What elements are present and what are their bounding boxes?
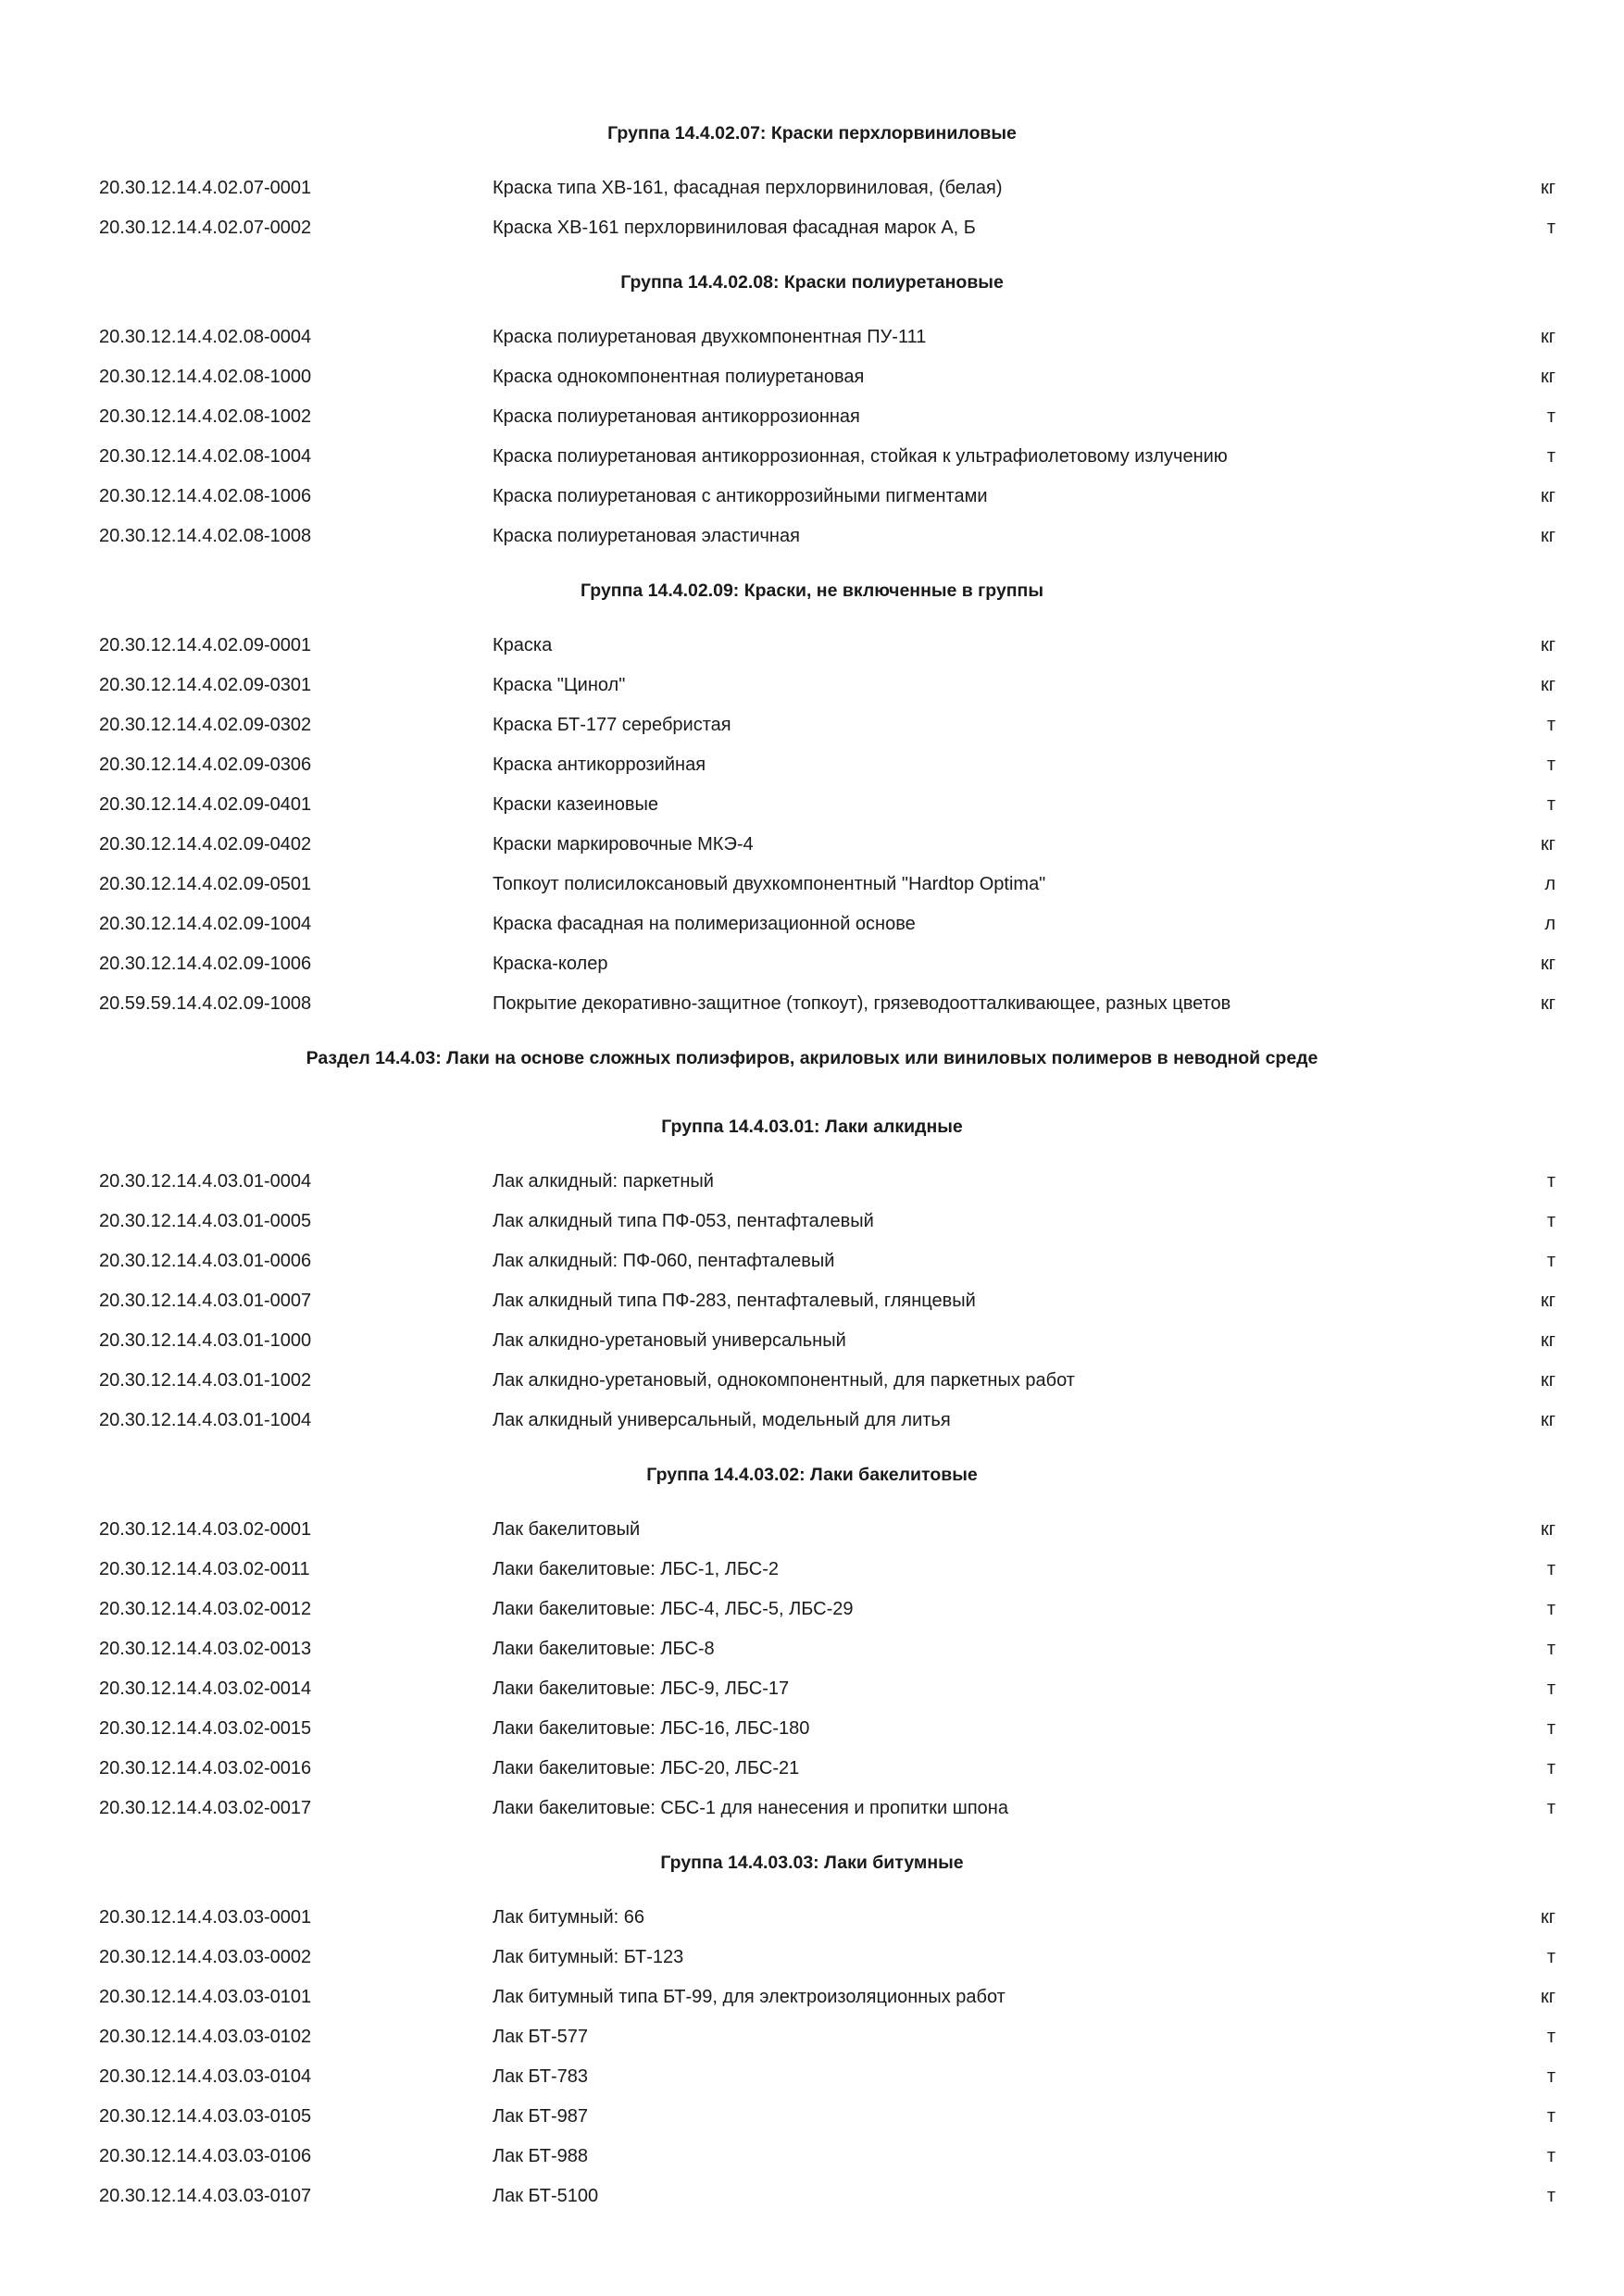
table-row [0, 1903, 1624, 1931]
item-code: 20.30.12.14.4.03.02-0017 [99, 1798, 312, 1818]
item-code: 20.30.12.14.4.02.09-0402 [99, 834, 312, 855]
item-unit: т [1546, 1211, 1555, 1231]
item-code: 20.30.12.14.4.02.09-0001 [99, 635, 312, 655]
item-unit: т [1546, 2106, 1555, 2127]
item-name: Краска ХВ-161 перхлорвиниловая фасадная марок А, Б [493, 218, 976, 238]
item-unit: т [1546, 2186, 1555, 2206]
item-code: 20.30.12.14.4.03.02-0013 [99, 1639, 312, 1659]
table-row [0, 1167, 1624, 1195]
item-name: Лаки бакелитовые: ЛБС-1, ЛБС-2 [493, 1559, 780, 1579]
item-unit: т [1546, 1251, 1555, 1271]
item-name: Лак алкидный: паркетный [493, 1171, 714, 1192]
table-row [0, 1555, 1624, 1583]
item-unit: л [1544, 914, 1555, 934]
group-heading: Группа 14.4.03.02: Лаки бакелитовые [646, 1465, 978, 1485]
item-code: 20.30.12.14.4.02.07-0001 [99, 178, 312, 198]
item-code: 20.30.12.14.4.03.03-0101 [99, 1987, 312, 2007]
item-code: 20.30.12.14.4.03.03-0001 [99, 1907, 312, 1928]
item-code: 20.30.12.14.4.03.03-0105 [99, 2106, 312, 2127]
table-row [0, 174, 1624, 202]
item-unit: т [1546, 715, 1555, 735]
item-code: 20.30.12.14.4.03.02-0014 [99, 1678, 312, 1699]
item-unit: т [1546, 1798, 1555, 1818]
item-name: Лак битумный: БТ-123 [493, 1947, 684, 1967]
table-row [0, 830, 1624, 858]
item-code: 20.30.12.14.4.02.08-1000 [99, 367, 312, 387]
item-unit: кг [1540, 1330, 1555, 1351]
item-unit: кг [1540, 1987, 1555, 2007]
item-name: Лаки бакелитовые: ЛБС-9, ЛБС-17 [493, 1678, 790, 1699]
table-row [0, 910, 1624, 938]
table-row [0, 870, 1624, 898]
item-unit: т [1546, 1718, 1555, 1739]
item-code: 20.30.12.14.4.02.08-1008 [99, 526, 312, 546]
group-heading: Группа 14.4.03.01: Лаки алкидные [661, 1117, 963, 1137]
item-name: Лак БТ-987 [493, 2106, 589, 2127]
item-name: Краска БТ-177 серебристая [493, 715, 731, 735]
table-row [0, 1675, 1624, 1703]
item-name: Краска антикоррозийная [493, 755, 706, 775]
table-row [0, 1943, 1624, 1971]
item-unit: кг [1540, 1519, 1555, 1540]
item-unit: кг [1540, 954, 1555, 974]
item-name: Лак битумный: 66 [493, 1907, 645, 1928]
item-name: Краска типа ХВ-161, фасадная перхлорвиниловая, (белая) [493, 178, 1003, 198]
item-unit: л [1544, 874, 1555, 894]
table-row [0, 1287, 1624, 1315]
item-name: Лак БТ-783 [493, 2066, 589, 2087]
item-name: Топкоут полисилоксановый двухкомпонентный "Hardtop Optima" [493, 874, 1046, 894]
item-code: 20.30.12.14.4.03.01-0004 [99, 1171, 312, 1192]
item-code: 20.30.12.14.4.02.09-0301 [99, 675, 312, 695]
table-row [0, 2182, 1624, 2210]
item-code: 20.30.12.14.4.02.08-1006 [99, 486, 312, 506]
table-row [0, 791, 1624, 818]
item-unit: т [1546, 1599, 1555, 1619]
item-name: Краска "Цинол" [493, 675, 626, 695]
item-name: Лаки бакелитовые: СБС-1 для нанесения и пропитки шпона [493, 1798, 1008, 1818]
item-name: Лак битумный типа БТ-99, для электроизоляционных работ [493, 1987, 1006, 2007]
item-unit: кг [1540, 526, 1555, 546]
item-name: Краска полиуретановая с антикоррозийными пигментами [493, 486, 988, 506]
item-code: 20.30.12.14.4.03.03-0107 [99, 2186, 312, 2206]
item-name: Краска однокомпонентная полиуретановая [493, 367, 865, 387]
item-name: Лаки бакелитовые: ЛБС-8 [493, 1639, 715, 1659]
table-row [0, 1794, 1624, 1822]
item-code: 20.30.12.14.4.03.02-0016 [99, 1758, 312, 1778]
item-unit: кг [1540, 327, 1555, 347]
item-unit: т [1546, 1947, 1555, 1967]
item-unit: т [1546, 218, 1555, 238]
table-row [0, 1247, 1624, 1275]
item-name: Покрытие декоративно-защитное (топкоут), грязеводоотталкивающее, разных цветов [493, 993, 1231, 1014]
table-row [0, 1366, 1624, 1394]
item-code: 20.59.59.14.4.02.09-1008 [99, 993, 312, 1014]
item-unit: т [1546, 1639, 1555, 1659]
item-unit: кг [1540, 1370, 1555, 1391]
table-row [0, 1595, 1624, 1623]
table-row [0, 363, 1624, 391]
item-code: 20.30.12.14.4.02.07-0002 [99, 218, 312, 238]
item-code: 20.30.12.14.4.03.02-0015 [99, 1718, 312, 1739]
item-code: 20.30.12.14.4.03.02-0011 [99, 1559, 310, 1579]
item-name: Лаки бакелитовые: ЛБС-16, ЛБС-180 [493, 1718, 810, 1739]
item-unit: т [1546, 794, 1555, 815]
item-code: 20.30.12.14.4.03.01-0006 [99, 1251, 312, 1271]
item-unit: т [1546, 755, 1555, 775]
item-name: Краска полиуретановая антикоррозионная [493, 406, 860, 427]
item-code: 20.30.12.14.4.02.09-0306 [99, 755, 312, 775]
item-name: Лак алкидный универсальный, модельный для литья [493, 1410, 951, 1430]
item-code: 20.30.12.14.4.02.09-1004 [99, 914, 312, 934]
table-row [0, 323, 1624, 351]
item-unit: кг [1540, 834, 1555, 855]
group-heading: Группа 14.4.02.08: Краски полиуретановые [620, 272, 1004, 293]
item-unit: кг [1540, 675, 1555, 695]
table-row [0, 1207, 1624, 1235]
item-unit: т [1546, 1559, 1555, 1579]
table-row [0, 1635, 1624, 1663]
item-unit: т [1546, 2027, 1555, 2047]
item-unit: кг [1540, 1410, 1555, 1430]
item-name: Краска [493, 635, 553, 655]
table-row [0, 631, 1624, 659]
item-name: Лак БТ-577 [493, 2027, 589, 2047]
item-unit: кг [1540, 635, 1555, 655]
item-code: 20.30.12.14.4.03.03-0002 [99, 1947, 312, 1967]
table-row [0, 403, 1624, 430]
item-code: 20.30.12.14.4.02.09-0302 [99, 715, 312, 735]
item-unit: кг [1540, 993, 1555, 1014]
table-row [0, 711, 1624, 739]
table-row [0, 671, 1624, 699]
item-unit: кг [1540, 178, 1555, 198]
table-row [0, 1327, 1624, 1354]
table-row [0, 214, 1624, 242]
item-code: 20.30.12.14.4.03.03-0104 [99, 2066, 312, 2087]
item-name: Лак бакелитовый [493, 1519, 641, 1540]
table-row [0, 1406, 1624, 1434]
item-code: 20.30.12.14.4.03.01-1000 [99, 1330, 312, 1351]
item-name: Лак алкидный: ПФ-060, пентафталевый [493, 1251, 835, 1271]
table-row [0, 2023, 1624, 2051]
table-row [0, 950, 1624, 978]
table-row [0, 1983, 1624, 2011]
item-code: 20.30.12.14.4.03.03-0106 [99, 2146, 312, 2166]
item-name: Лак алкидно-уретановый универсальный [493, 1330, 846, 1351]
item-code: 20.30.12.14.4.02.08-1002 [99, 406, 312, 427]
item-unit: т [1546, 1678, 1555, 1699]
item-name: Лак алкидный типа ПФ-053, пентафталевый [493, 1211, 874, 1231]
section-heading: Раздел 14.4.03: Лаки на основе сложных полиэфиров, акриловых или виниловых полимеров в неводной среде [306, 1048, 1318, 1068]
item-unit: кг [1540, 1907, 1555, 1928]
item-code: 20.30.12.14.4.03.01-0007 [99, 1291, 312, 1311]
item-name: Лаки бакелитовые: ЛБС-4, ЛБС-5, ЛБС-29 [493, 1599, 854, 1619]
item-code: 20.30.12.14.4.02.08-0004 [99, 327, 312, 347]
item-code: 20.30.12.14.4.03.02-0012 [99, 1599, 312, 1619]
item-name: Краски маркировочные МКЭ-4 [493, 834, 754, 855]
table-row [0, 2063, 1624, 2090]
table-row [0, 751, 1624, 779]
item-name: Краска фасадная на полимеризационной основе [493, 914, 916, 934]
item-name: Лак алкидно-уретановый, однокомпонентный, для паркетных работ [493, 1370, 1075, 1391]
group-heading: Группа 14.4.02.07: Краски перхлорвиниловые [607, 123, 1017, 144]
table-row [0, 2103, 1624, 2130]
table-row [0, 2142, 1624, 2170]
table-row [0, 522, 1624, 550]
item-unit: т [1546, 1171, 1555, 1192]
item-code: 20.30.12.14.4.03.01-1002 [99, 1370, 312, 1391]
item-name: Лак БТ-5100 [493, 2186, 599, 2206]
item-unit: т [1546, 2146, 1555, 2166]
item-unit: кг [1540, 486, 1555, 506]
group-heading: Группа 14.4.03.03: Лаки битумные [660, 1853, 964, 1873]
table-row [0, 482, 1624, 510]
item-unit: кг [1540, 367, 1555, 387]
item-name: Краска полиуретановая эластичная [493, 526, 800, 546]
item-unit: кг [1540, 1291, 1555, 1311]
item-code: 20.30.12.14.4.02.09-0401 [99, 794, 312, 815]
table-row [0, 990, 1624, 1017]
item-unit: т [1546, 1758, 1555, 1778]
item-code: 20.30.12.14.4.03.03-0102 [99, 2027, 312, 2047]
group-heading: Группа 14.4.02.09: Краски, не включенные в группы [581, 580, 1043, 601]
table-row [0, 1715, 1624, 1742]
table-row [0, 1516, 1624, 1543]
item-unit: т [1546, 2066, 1555, 2087]
item-name: Краска полиуретановая двухкомпонентная ПУ-111 [493, 327, 927, 347]
item-name: Лак алкидный типа ПФ-283, пентафталевый, глянцевый [493, 1291, 976, 1311]
item-code: 20.30.12.14.4.03.01-0005 [99, 1211, 312, 1231]
item-name: Краска-колер [493, 954, 608, 974]
item-code: 20.30.12.14.4.03.01-1004 [99, 1410, 312, 1430]
table-row [0, 443, 1624, 470]
item-code: 20.30.12.14.4.02.09-0501 [99, 874, 312, 894]
item-unit: т [1546, 446, 1555, 467]
item-name: Краски казеиновые [493, 794, 658, 815]
item-name: Краска полиуретановая антикоррозионная, стойкая к ультрафиолетовому излучению [493, 446, 1228, 467]
item-code: 20.30.12.14.4.02.08-1004 [99, 446, 312, 467]
item-code: 20.30.12.14.4.03.02-0001 [99, 1519, 312, 1540]
table-row [0, 1754, 1624, 1782]
item-unit: т [1546, 406, 1555, 427]
item-name: Лаки бакелитовые: ЛБС-20, ЛБС-21 [493, 1758, 800, 1778]
item-name: Лак БТ-988 [493, 2146, 589, 2166]
item-code: 20.30.12.14.4.02.09-1006 [99, 954, 312, 974]
